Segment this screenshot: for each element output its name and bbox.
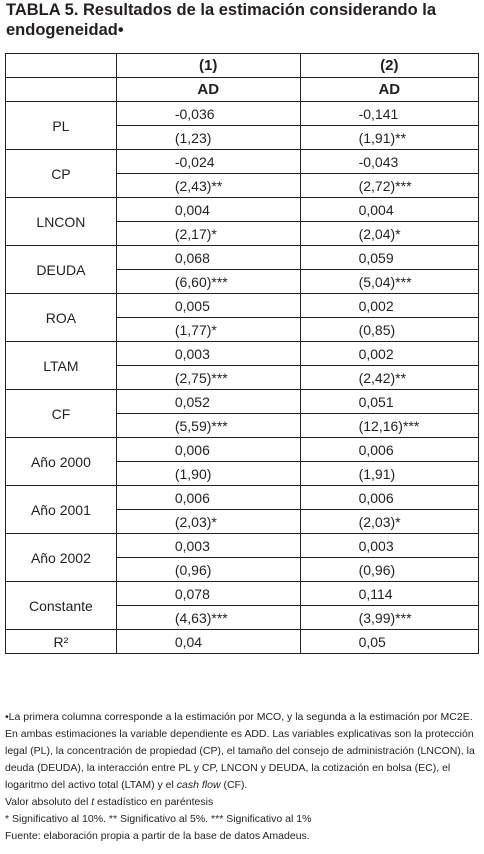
coefficient-col2: 0,059	[300, 246, 478, 270]
variable-name: PL	[6, 102, 117, 150]
coefficient-col2: 0,051	[300, 390, 478, 414]
t-statistic-col1: (1,77)*	[116, 318, 300, 342]
t-statistic-col2: (5,04)***	[300, 270, 478, 294]
t-statistic-col1: (4,63)***	[116, 606, 300, 630]
t-statistic-col2: (0,85)	[300, 318, 478, 342]
header-empty-cell	[6, 78, 117, 102]
coefficient-col2: 0,114	[300, 582, 478, 606]
variable-name: DEUDA	[6, 246, 117, 294]
t-statistic-col1: (0,96)	[116, 558, 300, 582]
coefficient-col2: 0,006	[300, 486, 478, 510]
t-statistic-col1: (2,17)*	[116, 222, 300, 246]
r-squared-label: R²	[6, 630, 117, 654]
r-squared-row	[6, 630, 479, 654]
variable-name: Año 2001	[6, 486, 117, 534]
coefficient-col2: 0,002	[300, 342, 478, 366]
note-t-statistic: Valor absoluto del t estadístico en paréntesis	[5, 796, 214, 808]
column-header-row	[6, 54, 479, 78]
coefficient-col1: 0,052	[116, 390, 300, 414]
coefficient-col1: 0,005	[116, 294, 300, 318]
coefficient-col1: 0,078	[116, 582, 300, 606]
variable-name: Año 2000	[6, 438, 117, 486]
t-statistic-col2: (1,91)	[300, 462, 478, 486]
table-row	[6, 150, 479, 174]
coefficient-col1: 0,006	[116, 438, 300, 462]
note-source: Fuente: elaboración propia a partir de la base de datos Amadeus.	[5, 830, 310, 842]
coefficient-col2: 0,006	[300, 438, 478, 462]
table-row	[6, 582, 479, 606]
r-squared-col1: 0,04	[116, 630, 300, 654]
t-statistic-col1: (2,03)*	[116, 510, 300, 534]
variable-name: CP	[6, 150, 117, 198]
dependent-header-1: AD	[116, 78, 300, 102]
table-notes	[5, 709, 479, 845]
column-header-1: (1)	[116, 54, 300, 78]
table-row	[6, 198, 479, 222]
coefficient-col1: 0,003	[116, 534, 300, 558]
table-row	[6, 486, 479, 510]
table-row	[6, 438, 479, 462]
t-statistic-col2: (1,91)**	[300, 126, 478, 150]
coefficient-col2: 0,004	[300, 198, 478, 222]
coefficient-col2: 0,002	[300, 294, 478, 318]
t-statistic-col2: (0,96)	[300, 558, 478, 582]
t-statistic-col2: (3,99)***	[300, 606, 478, 630]
coefficient-col1: -0,036	[116, 102, 300, 126]
header-empty-cell	[6, 54, 117, 78]
r-squared-col2: 0,05	[300, 630, 478, 654]
table-row	[6, 294, 479, 318]
coefficient-col2: -0,043	[300, 150, 478, 174]
note-significance: * Significativo al 10%. ** Significativo al 5%. *** Significativo al 1%	[5, 813, 312, 825]
results-table	[5, 53, 479, 654]
note-methodology: •La primera columna corresponde a la estimación por MCO, y la segunda a la estimación por MC2E. En ambas estimaciones la variable dependiente es ADD. Las variables explicativas son la protección legal (PL), la concentración de propiedad (CP), el tamaño del consejo de administración (LNCON), la deuda (DEUDA), la interacción entre PL y CP, LNCON y DEUDA, la cotización en bolsa (EC), el logaritmo del activo total (LTAM) y el cash flow (CF).	[5, 711, 475, 791]
t-statistic-col2: (2,03)*	[300, 510, 478, 534]
t-statistic-col1: (1,23)	[116, 126, 300, 150]
table-row	[6, 342, 479, 366]
table-row	[6, 246, 479, 270]
coefficient-col1: 0,003	[116, 342, 300, 366]
variable-name: LTAM	[6, 342, 117, 390]
table-row	[6, 534, 479, 558]
dependent-header-2: AD	[300, 78, 478, 102]
variable-name: LNCON	[6, 198, 117, 246]
t-statistic-col1: (6,60)***	[116, 270, 300, 294]
t-statistic-col1: (2,43)**	[116, 174, 300, 198]
t-statistic-col1: (5,59)***	[116, 414, 300, 438]
dependent-header-row	[6, 78, 479, 102]
variable-name: Año 2002	[6, 534, 117, 582]
column-header-2: (2)	[300, 54, 478, 78]
variable-name: Constante	[6, 582, 117, 630]
t-statistic-col1: (1,90)	[116, 462, 300, 486]
t-statistic-col2: (2,04)*	[300, 222, 478, 246]
variable-name: CF	[6, 390, 117, 438]
t-statistic-col2: (2,72)***	[300, 174, 478, 198]
table-row	[6, 102, 479, 126]
coefficient-col1: 0,068	[116, 246, 300, 270]
table-number: TABLA 5.	[6, 1, 79, 19]
coefficient-col1: -0,024	[116, 150, 300, 174]
coefficient-col1: 0,006	[116, 486, 300, 510]
variable-name: ROA	[6, 294, 117, 342]
t-statistic-col2: (2,42)**	[300, 366, 478, 390]
coefficient-col1: 0,004	[116, 198, 300, 222]
table-title-text: Resultados de la estimación considerando la endogeneidad•	[6, 1, 437, 39]
t-statistic-col2: (12,16)***	[300, 414, 478, 438]
coefficient-col2: 0,003	[300, 534, 478, 558]
table-row	[6, 390, 479, 414]
table-title	[6, 0, 476, 40]
t-statistic-col1: (2,75)***	[116, 366, 300, 390]
coefficient-col2: -0,141	[300, 102, 478, 126]
